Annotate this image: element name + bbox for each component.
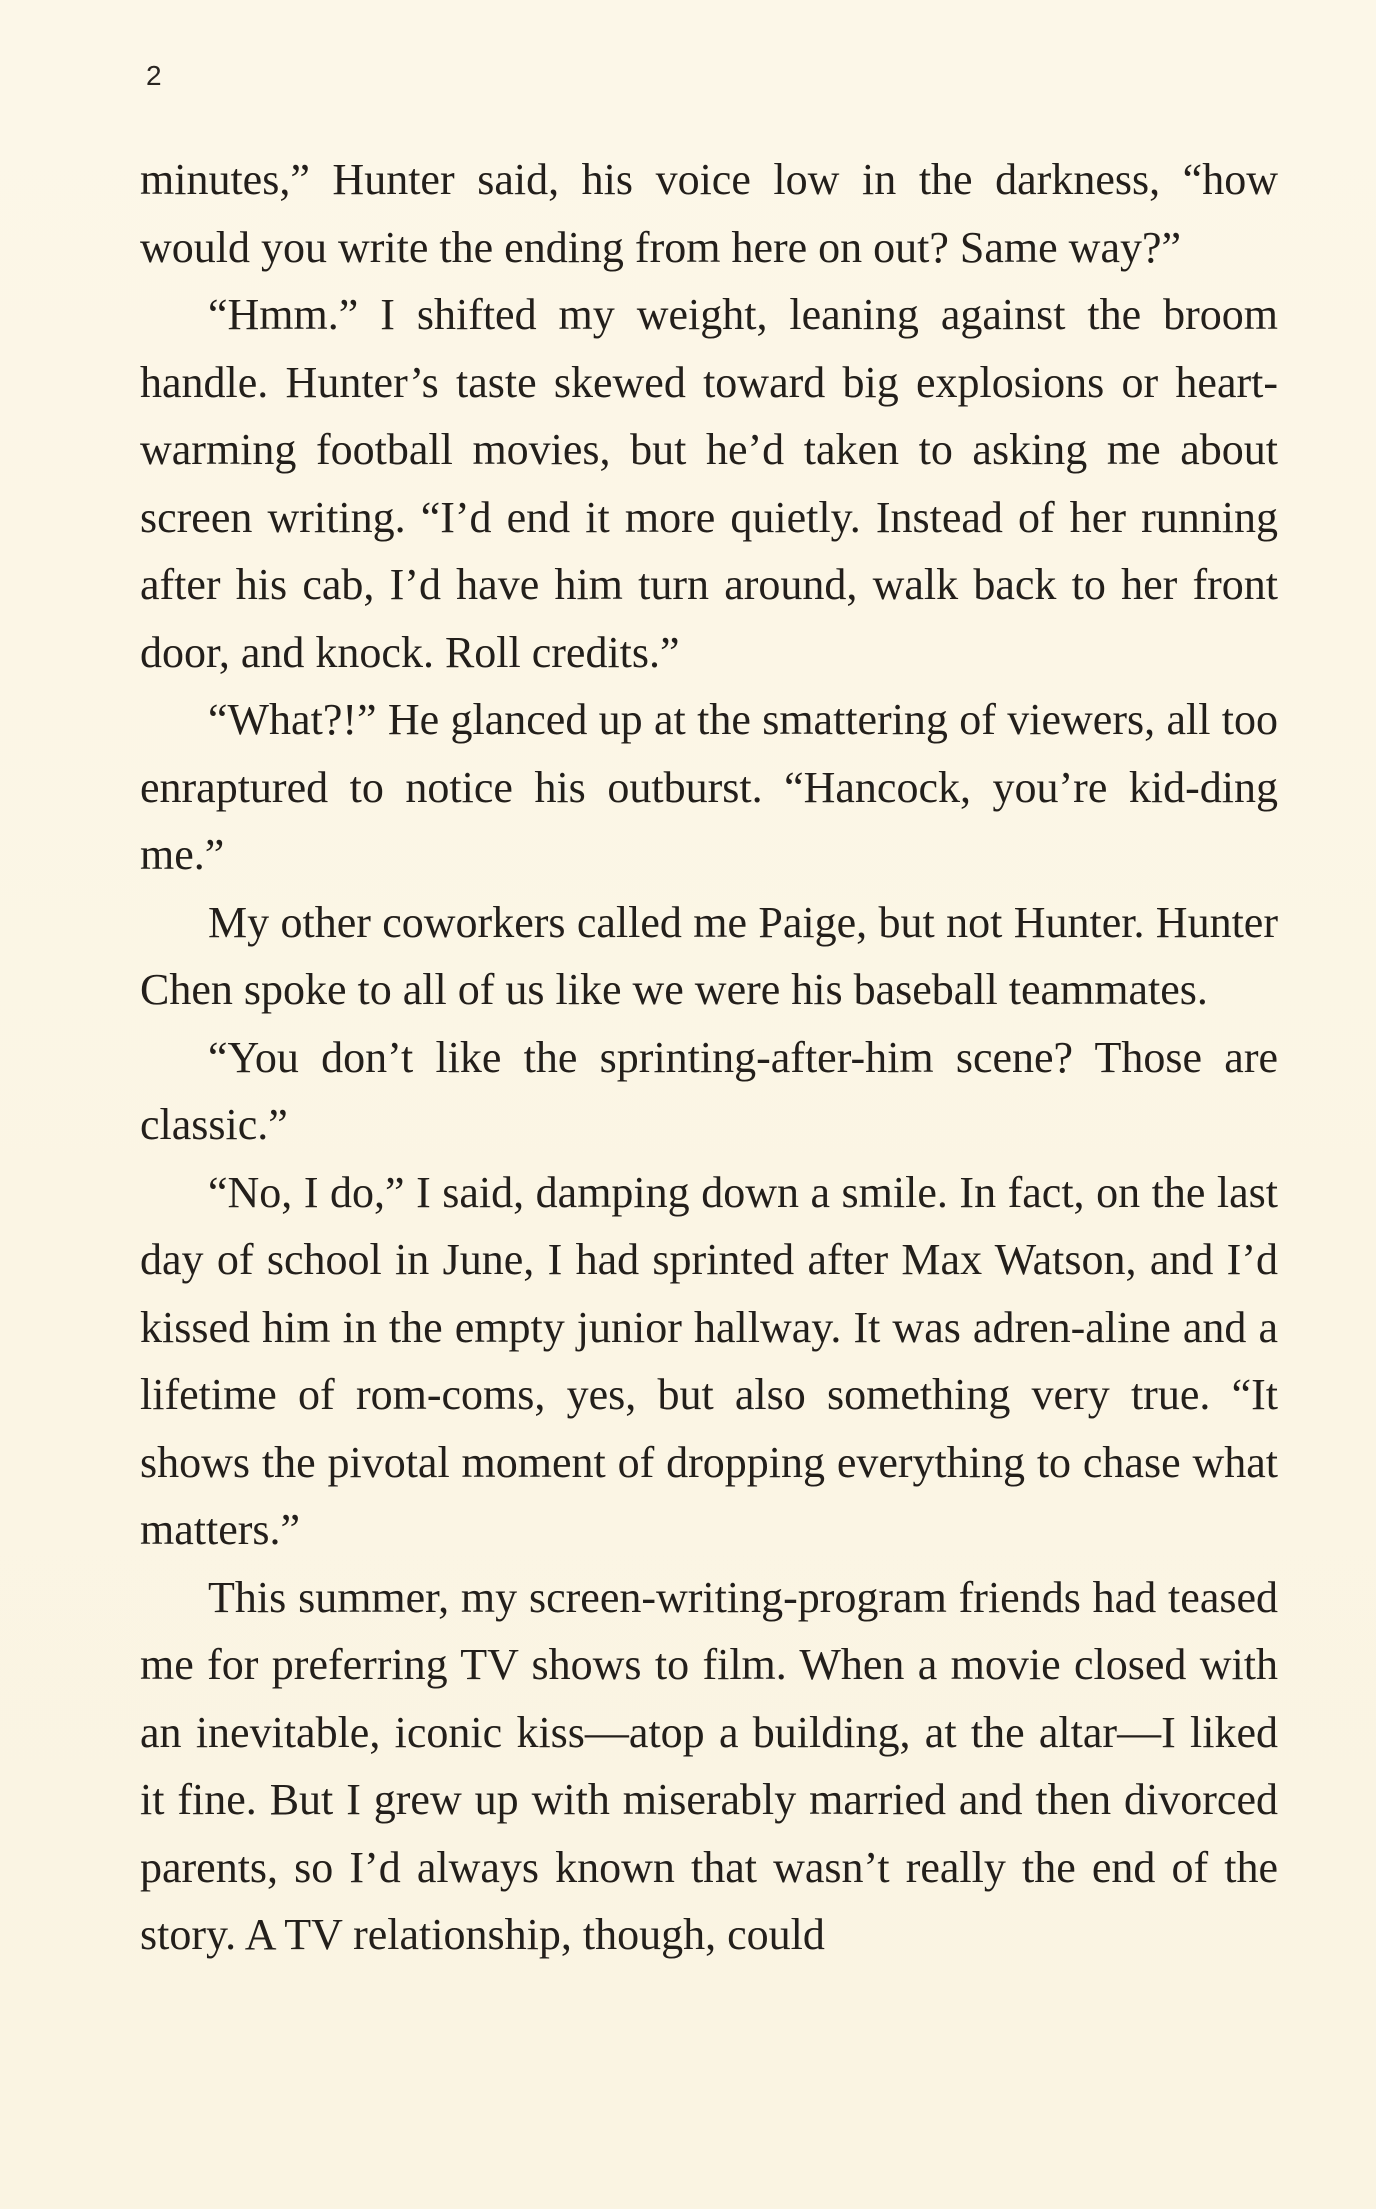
- paragraph: “You don’t like the sprinting-after-him scene? Those are classic.”: [140, 1032, 1278, 1149]
- page-number: 2: [146, 60, 162, 91]
- body-text: [140, 146, 1278, 1969]
- paragraph: “No, I do,” I said, damping down a smile. In fact, on the last day of school in June, I had sprinted after Max Watson, and I’d kissed him in the empty junior hallway. It was adren-aline and a lifetime of rom-coms, yes, but also something very true. “It shows the pivotal moment of dropping everything to chase what matters.”: [140, 1167, 1278, 1554]
- paragraph: “Hmm.” I shifted my weight, leaning against the broom handle. Hunter’s taste skewed toward big explosions or heart-warming football movies, but he’d taken to asking me about screen writing. “I’d end it more quietly. Instead of her running after his cab, I’d have him turn around, walk back to her front door, and knock. Roll credits.”: [140, 290, 1278, 677]
- paragraph: “What?!” He glanced up at the smattering of viewers, all too enraptured to notice his outburst. “Hancock, you’re kid-ding me.”: [140, 695, 1278, 879]
- paragraph: minutes,” Hunter said, his voice low in the darkness, “how would you write the ending from here on out? Same way?”: [140, 155, 1278, 272]
- paragraph: My other coworkers called me Paige, but not Hunter. Hunter Chen spoke to all of us like we were his baseball teammates.: [140, 897, 1278, 1014]
- paragraph: This summer, my screen-writing-program friends had teased me for preferring TV shows to film. When a movie closed with an inevitable, iconic kiss—atop a building, at the altar—I liked it fine. But I grew up with miserably married and then divorced parents, so I’d always known that wasn’t really the end of the story. A TV relationship, though, could: [140, 1572, 1278, 1959]
